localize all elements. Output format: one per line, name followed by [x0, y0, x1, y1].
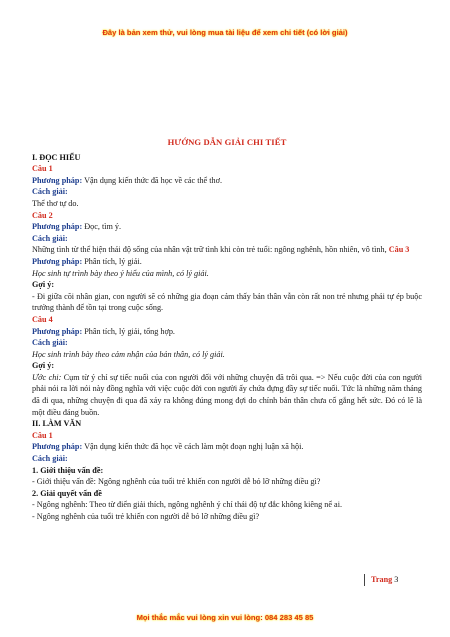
solution-label: Cách giải:: [32, 338, 68, 348]
question-4-answer: Học sinh trình bày theo cảm nhận của bản thân, có lý giải.: [32, 349, 225, 359]
subsection-solve-line-1: - Ngông nghênh: Theo từ điển giải thích, ngông nghênh ý chỉ thái độ tự đắc không kiêng nể ai.: [32, 500, 343, 510]
question-1-label: Câu 1: [32, 164, 53, 174]
method-label: Phương pháp:: [32, 326, 83, 336]
method-label: Phương pháp:: [32, 256, 83, 266]
method-text: Phân tích, lý giải, tổng hợp.: [82, 326, 175, 336]
contact-footer: Mọi thắc mắc vui lòng xin vui lòng: 084 283 45 85: [136, 613, 314, 622]
section-heading-reading: I. ĐỌC HIỂU: [32, 152, 81, 162]
question-4-hint: [32, 372, 422, 418]
subsection-intro-text: - Giới thiệu vấn đề: Ngông nghênh của tuổi trẻ khiến con người dễ bỏ lỡ những điều gì?: [32, 477, 321, 487]
question-4-method: [32, 326, 422, 338]
method-text: Vận dụng kiến thức đã học về cách làm một đoạn nghị luận xã hội.: [82, 442, 304, 452]
hint-label: Gợi ý:: [32, 361, 55, 371]
page-number: [364, 574, 398, 586]
page-number-value: 3: [394, 575, 399, 584]
document-title: HƯỚNG DẪN GIẢI CHI TIẾT: [167, 137, 287, 147]
question-3-label: Câu 3: [388, 245, 410, 255]
question-3-answer: Học sinh tự trình bày theo ý hiểu của mình, có lý giải.: [32, 268, 209, 278]
method-label: Phương pháp:: [32, 222, 83, 232]
hint-label: Gợi ý:: [32, 280, 55, 290]
subsection-intro-title: 1. Giới thiệu vấn đề:: [32, 465, 104, 475]
preview-banner: Đây là bản xem thử, vui lòng mua tài liệu để xem chi tiết (có lời giải): [102, 28, 348, 37]
question-4-label: Câu 4: [32, 314, 53, 324]
subsection-solve-title: 2. Giải quyết vấn đề: [32, 488, 102, 498]
question-3-hint: - Đi giữa cõi nhân gian, con người sẽ có những gia đoạn cảm thấy bản thân vẫn còn rất non trẻ nhưng phải tự ép buộc trưởng thành để tồn tại trong cuộc sống.: [32, 291, 422, 313]
question-1-answer: Thể thơ tự do.: [32, 198, 79, 208]
method-text: Đọc, tìm ý.: [82, 222, 122, 232]
question-3-method: [32, 256, 422, 268]
page-label: Trang: [371, 575, 393, 584]
subsection-solve-line-2: - Ngông nghênh của tuổi trẻ khiến con người dễ bỏ lỡ những điều gì?: [32, 512, 260, 521]
question-2-label: Câu 2: [32, 210, 53, 220]
hint-text: Cụm từ ý chỉ sự tiếc nuối của con người đối với những chuyện đã trôi qua. => Nếu cuộc đời của con người phải nói ra lời nói này đồng nghĩa với việc cuộc đời con người ấy chứa đựng đầy sự tiếc nuối. Tức là những năm tháng đã đi qua, những chuyện đi qua đã xảy ra không đúng mong đợi do chính bản thân chưa cố gắng hết sức. Đó có lẽ là một điều đáng buồn.: [32, 372, 423, 417]
solution-label: Cách giải:: [32, 233, 68, 243]
question-2-method: [32, 221, 422, 233]
section-heading-writing: II. LÀM VĂN: [32, 419, 82, 429]
hint-lead: Ước chi:: [32, 372, 62, 382]
method-text: Phân tích, lý giải.: [82, 256, 142, 266]
writing-question-1-label: Câu 1: [32, 430, 53, 440]
method-label: Phương pháp:: [32, 442, 83, 452]
method-text: Vận dụng kiến thức đã học về các thể thơ.: [82, 175, 222, 185]
answer-text: Những tình từ thể hiện thái độ sống của nhân vật trữ tình khi còn trẻ tuổi: ngông nghênh, hồn nhiên, vô tình,: [32, 245, 387, 255]
solution-label: Cách giải:: [32, 187, 68, 197]
solution-label: Cách giải:: [32, 454, 68, 464]
document-body: [32, 137, 422, 523]
question-2-answer: [32, 244, 422, 256]
question-1-method: [32, 175, 422, 187]
writing-question-1-method: [32, 441, 422, 453]
method-label: Phương pháp:: [32, 175, 83, 185]
